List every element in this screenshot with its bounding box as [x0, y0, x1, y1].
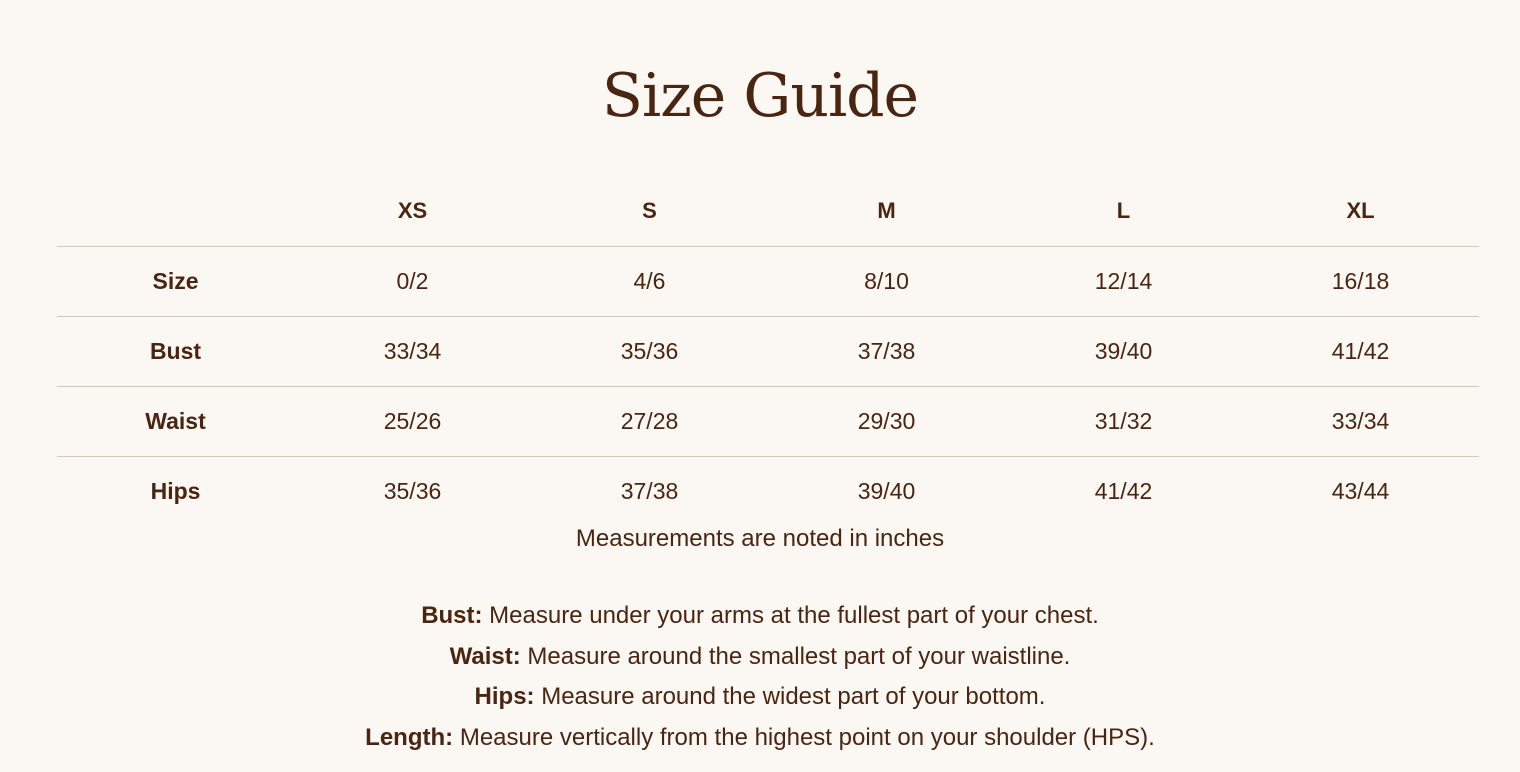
table-cell: 39/40 [857, 478, 916, 504]
table-cell: 29/30 [857, 408, 916, 434]
instruction-term: Bust: [421, 602, 483, 629]
table-cell: 43/44 [1331, 478, 1390, 504]
instruction-term: Hips: [474, 683, 535, 711]
instruction-text: Measure around the smallest part of your waistline. [520, 642, 1071, 670]
table-cell: 35/36 [383, 478, 442, 504]
instruction-text: Measure under your arms at the fullest part of your chest. [482, 602, 1099, 629]
header-cell-s: S [642, 197, 657, 223]
row-label-waist: Waist [145, 408, 206, 434]
table-cell: 4/6 [633, 268, 666, 294]
table-header-row [57, 175, 1479, 247]
table-cell: 12/14 [1094, 268, 1153, 294]
measuring-instructions [0, 596, 1520, 759]
table-cell: 16/18 [1331, 268, 1390, 294]
header-cell-xl: XL [1346, 197, 1375, 223]
header-cell-m: M [877, 197, 896, 223]
table-cell: 33/34 [383, 338, 442, 364]
table-cell: 37/38 [857, 338, 916, 364]
instruction-hips [0, 677, 1520, 718]
table-cell: 0/2 [396, 268, 429, 294]
instruction-waist [0, 637, 1520, 678]
table-row [57, 317, 1479, 387]
instruction-length [0, 718, 1520, 759]
header-cell-l: L [1116, 197, 1131, 223]
size-table [57, 175, 1479, 526]
table-row [57, 457, 1479, 526]
instruction-text: Measure around the widest part of your bottom. [534, 683, 1046, 711]
table-cell: 25/26 [383, 408, 442, 434]
table-row [57, 387, 1479, 457]
instruction-text: Measure vertically from the highest point on your shoulder (HPS). [453, 724, 1155, 752]
table-cell: 27/28 [620, 408, 679, 434]
table-cell: 8/10 [864, 268, 909, 294]
table-cell: 31/32 [1094, 408, 1153, 434]
page-title: Size Guide [601, 61, 919, 131]
row-label-size: Size [152, 268, 199, 294]
header-cell-xs: XS [397, 197, 428, 223]
table-cell: 39/40 [1094, 338, 1153, 364]
table-cell: 41/42 [1094, 478, 1153, 504]
instruction-term: Length: [365, 724, 454, 752]
table-cell: 35/36 [620, 338, 679, 364]
instruction-term: Waist: [449, 642, 521, 670]
table-row [57, 247, 1479, 317]
row-label-hips: Hips [150, 478, 201, 504]
table-cell: 33/34 [1331, 408, 1390, 434]
table-cell: 41/42 [1331, 338, 1390, 364]
table-cell: 37/38 [620, 478, 679, 504]
measurement-note: Measurements are noted in inches [575, 525, 945, 552]
instruction-bust [0, 596, 1520, 637]
row-label-bust: Bust [149, 338, 202, 364]
